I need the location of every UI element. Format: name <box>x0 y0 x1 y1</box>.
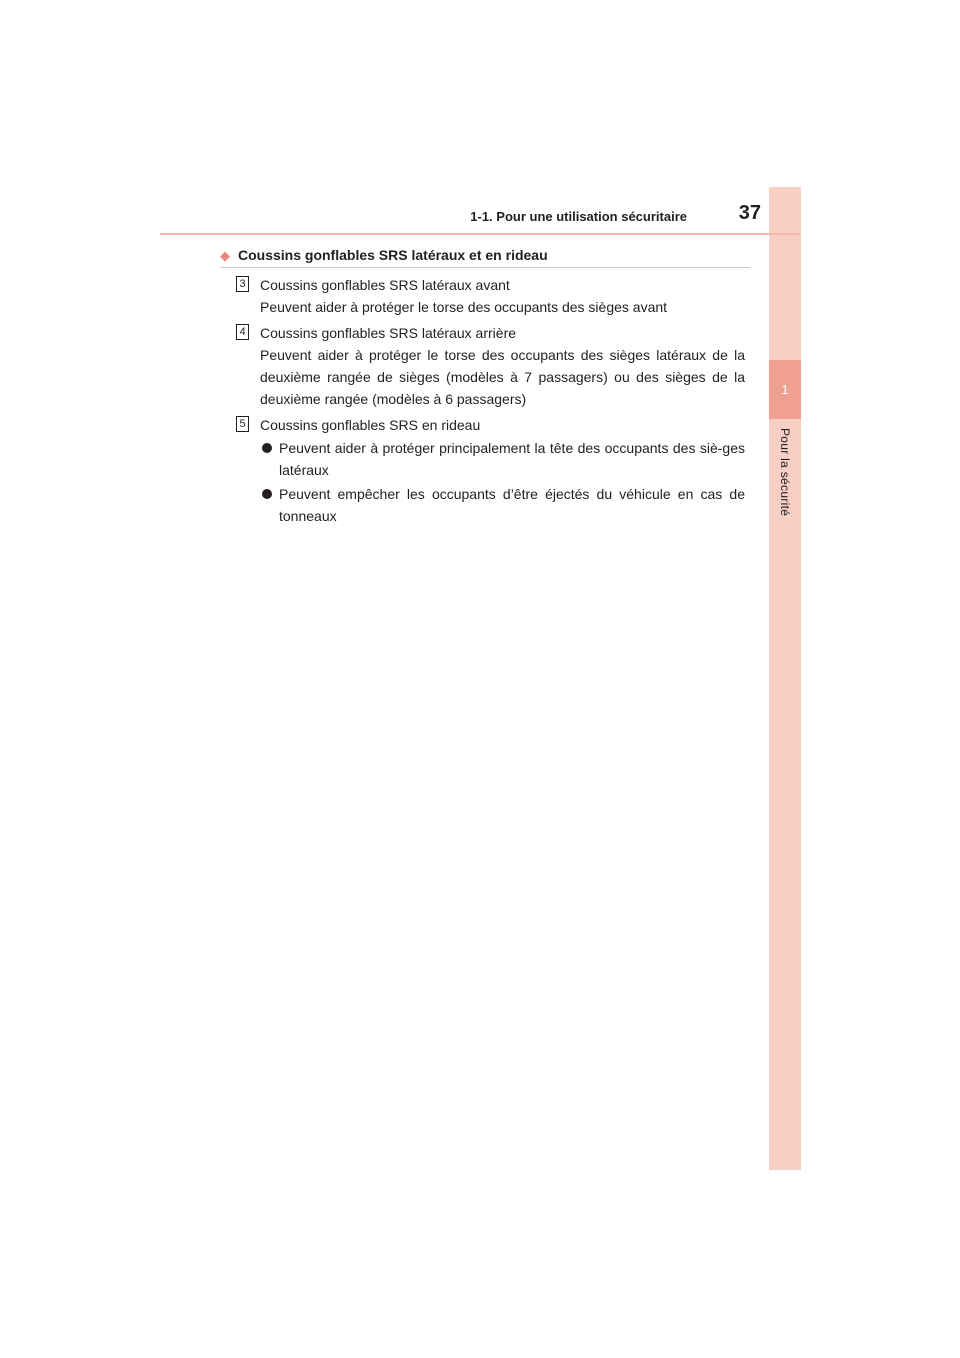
side-tab <box>769 187 801 1170</box>
callout-number-4: 4 <box>236 324 249 340</box>
bullet-text-head-protection: Peuvent aider à protéger principalement la tête des occupants des siè-ges latéraux <box>279 440 745 478</box>
item-description-front-side-airbags: Peuvent aider à protéger le torse des occupants des sièges avant <box>260 299 668 315</box>
callout-number-5: 5 <box>236 416 249 432</box>
header-divider <box>160 233 801 235</box>
chapter-label: Pour la sécurité <box>778 428 792 517</box>
callout-number-3: 3 <box>236 276 249 292</box>
page-number: 37 <box>738 202 761 224</box>
item-title-rear-side-airbags: Coussins gonflables SRS latéraux arrière <box>260 325 517 341</box>
bullet-dot-icon <box>262 443 272 453</box>
section-heading-text: Coussins gonflables SRS latéraux et en rideau <box>238 247 548 263</box>
section-heading <box>220 243 750 268</box>
bullet-text-ejection: Peuvent empêcher les occupants d’être éjectés du véhicule en cas de tonneaux <box>279 486 745 524</box>
chapter-number-tab: 1 <box>769 360 801 419</box>
header-section-title: 1-1. Pour une utilisation sécuritaire <box>470 209 687 224</box>
item-title-front-side-airbags: Coussins gonflables SRS latéraux avant <box>260 277 510 293</box>
bullet-dot-icon <box>262 489 272 499</box>
diamond-icon: ◆ <box>220 247 230 263</box>
item-description-rear-side-airbags: Peuvent aider à protéger le torse des occupants des sièges latéraux de la deuxième rangée de sièges (modèles à 7 passagers) ou des sièges de la deuxième rangée (modèles à 6 passagers) <box>260 347 745 407</box>
item-title-curtain-airbags: Coussins gonflables SRS en rideau <box>260 417 481 433</box>
